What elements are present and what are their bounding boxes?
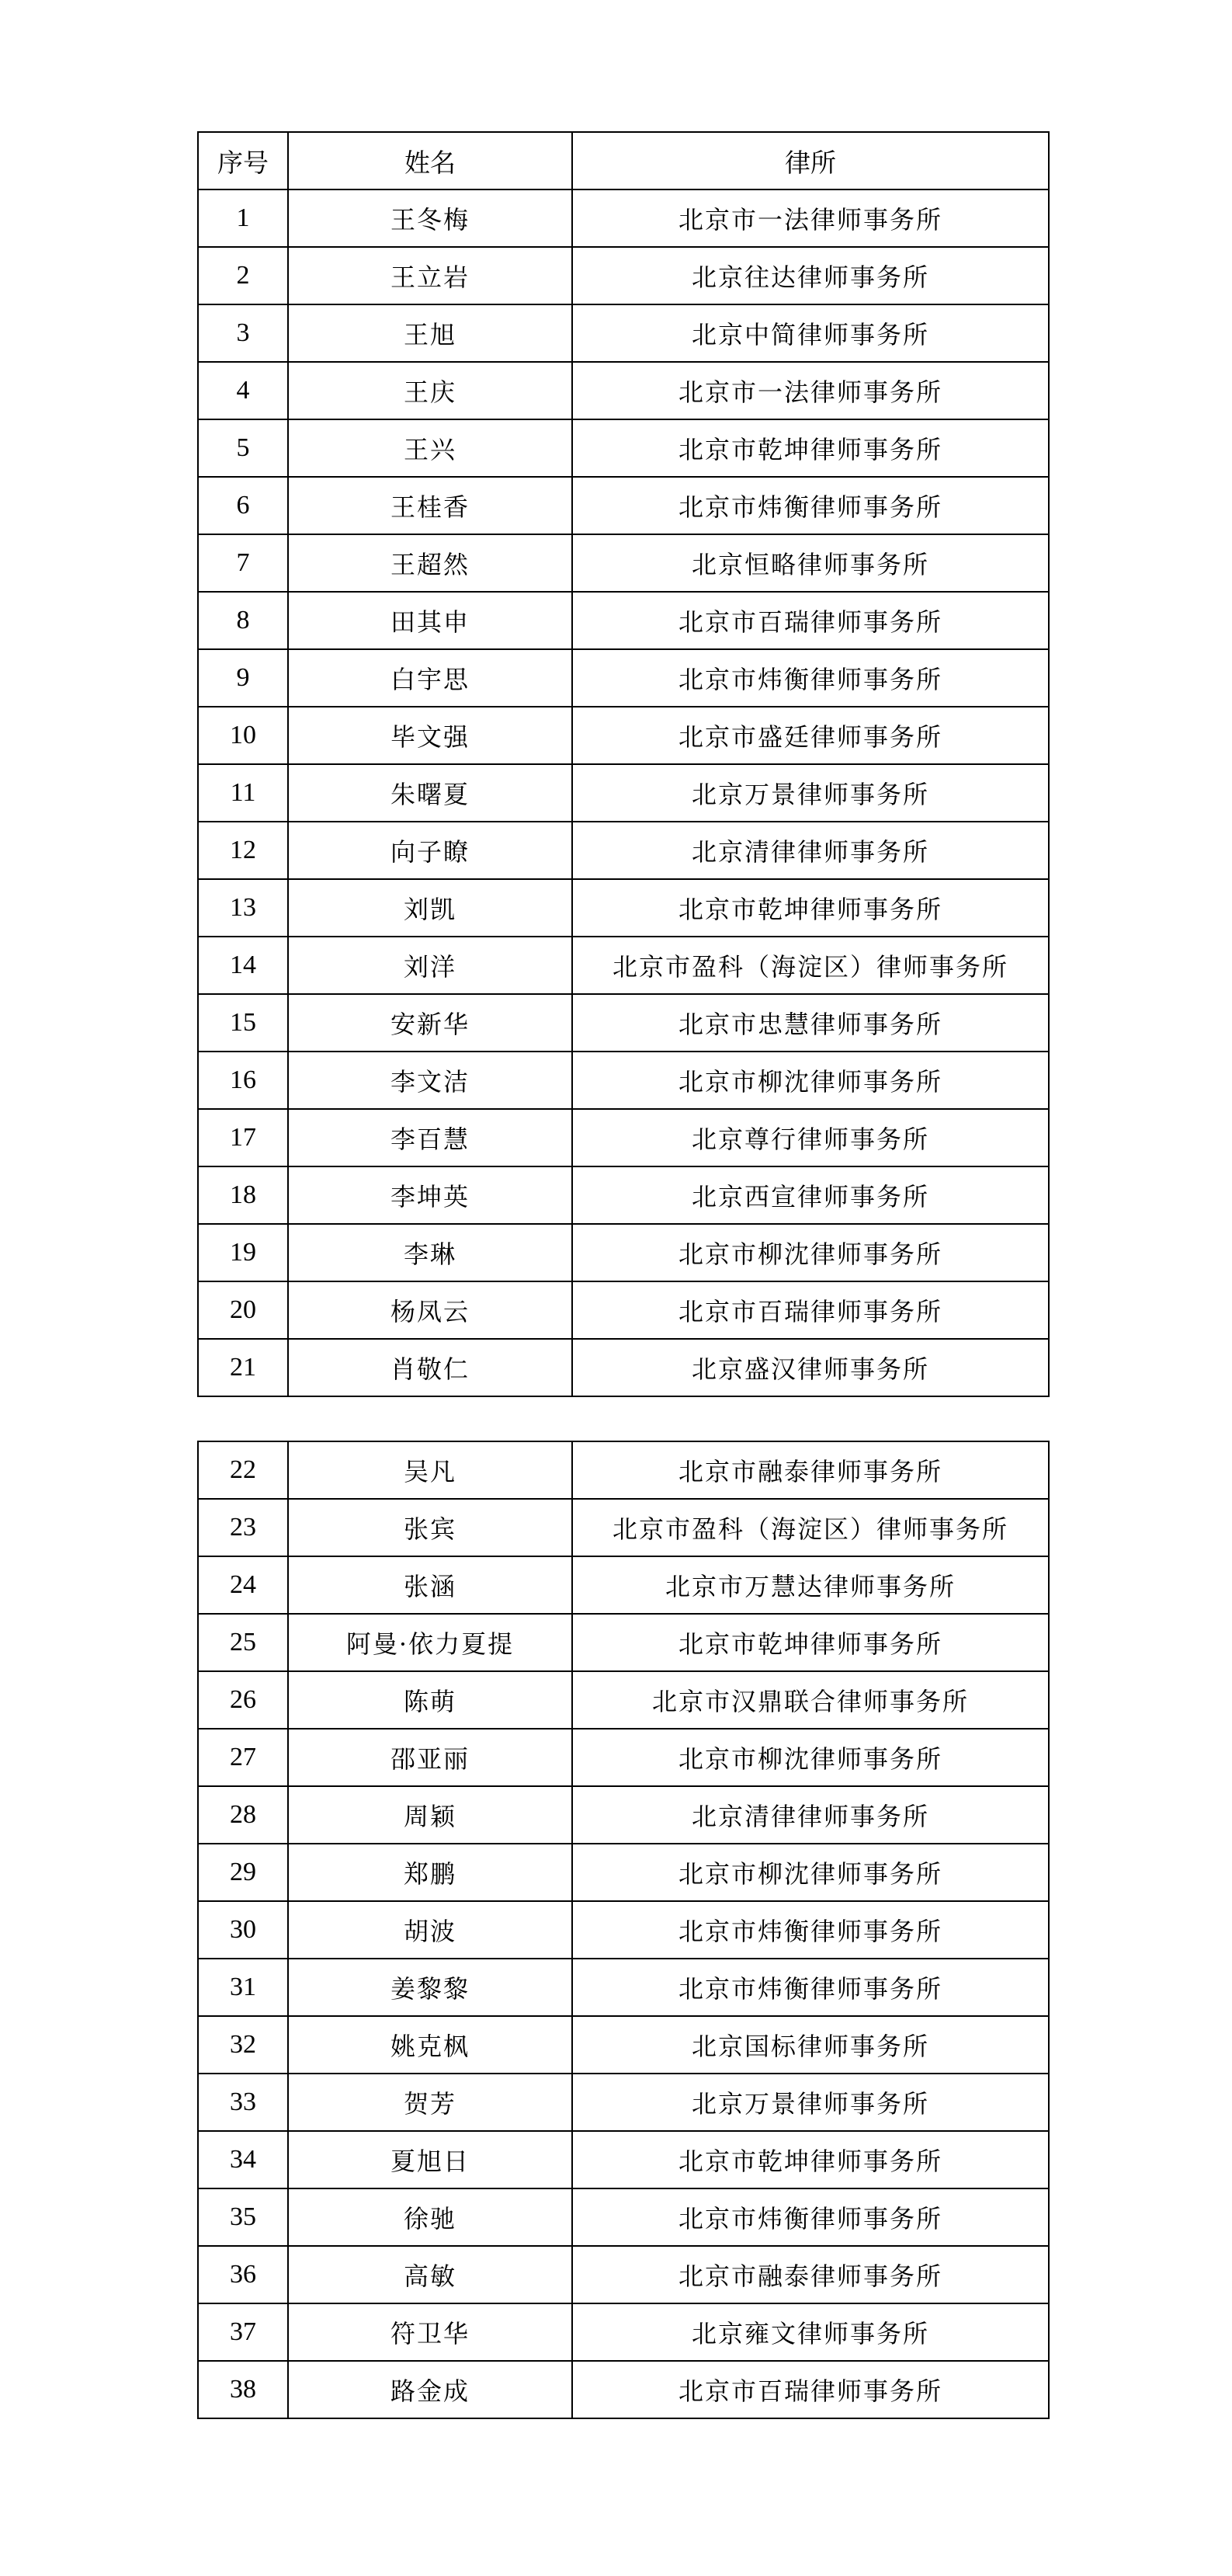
header-firm: 律所: [572, 132, 1049, 189]
row-number: 24: [198, 1556, 288, 1614]
law-firm-name: 北京市炜衡律师事务所: [572, 1901, 1049, 1959]
law-firm-name: 北京市炜衡律师事务所: [572, 477, 1049, 534]
lawyer-name: 毕文强: [288, 707, 572, 764]
table-row: [198, 1441, 1049, 1499]
law-firm-name: 北京市盈科（海淀区）律师事务所: [572, 937, 1049, 994]
law-firm-name: 北京尊行律师事务所: [572, 1109, 1049, 1166]
law-firm-name: 北京盛汉律师事务所: [572, 1339, 1049, 1396]
lawyer-name: 王庆: [288, 362, 572, 419]
law-firm-name: 北京市一法律师事务所: [572, 189, 1049, 247]
row-number: 3: [198, 304, 288, 362]
law-firm-name: 北京中简律师事务所: [572, 304, 1049, 362]
table-row: [198, 304, 1049, 362]
row-number: 35: [198, 2188, 288, 2246]
law-firm-name: 北京市柳沈律师事务所: [572, 1224, 1049, 1281]
row-number: 18: [198, 1166, 288, 1224]
table-row: [198, 937, 1049, 994]
row-number: 17: [198, 1109, 288, 1166]
lawyer-table-part-2: [197, 1441, 1050, 2419]
lawyer-name: 向子瞭: [288, 822, 572, 879]
law-firm-name: 北京国标律师事务所: [572, 2016, 1049, 2074]
law-firm-name: 北京市炜衡律师事务所: [572, 2188, 1049, 2246]
row-number: 4: [198, 362, 288, 419]
row-number: 2: [198, 247, 288, 304]
table-row: [198, 1224, 1049, 1281]
table-row: [198, 1901, 1049, 1959]
lawyer-name: 王旭: [288, 304, 572, 362]
row-number: 16: [198, 1052, 288, 1109]
table-row: [198, 362, 1049, 419]
law-firm-name: 北京市乾坤律师事务所: [572, 419, 1049, 477]
row-number: 38: [198, 2361, 288, 2418]
table-header-row: [198, 132, 1049, 189]
row-number: 7: [198, 534, 288, 592]
table-row: [198, 822, 1049, 879]
row-number: 33: [198, 2074, 288, 2131]
law-firm-name: 北京市盈科（海淀区）律师事务所: [572, 1499, 1049, 1556]
row-number: 22: [198, 1441, 288, 1499]
law-firm-name: 北京雍文律师事务所: [572, 2303, 1049, 2361]
lawyer-name: 高敏: [288, 2246, 572, 2303]
row-number: 15: [198, 994, 288, 1052]
lawyer-name: 陈萌: [288, 1671, 572, 1729]
table-row: [198, 477, 1049, 534]
lawyer-name: 李百慧: [288, 1109, 572, 1166]
row-number: 8: [198, 592, 288, 649]
table-row: [198, 994, 1049, 1052]
table-row: [198, 534, 1049, 592]
table-row: [198, 419, 1049, 477]
table-row: [198, 1109, 1049, 1166]
table-row: [198, 2246, 1049, 2303]
row-number: 19: [198, 1224, 288, 1281]
table-row: [198, 764, 1049, 822]
law-firm-name: 北京市融泰律师事务所: [572, 2246, 1049, 2303]
law-firm-name: 北京市炜衡律师事务所: [572, 1959, 1049, 2016]
row-number: 26: [198, 1671, 288, 1729]
lawyer-name: 肖敬仁: [288, 1339, 572, 1396]
law-firm-name: 北京市百瑞律师事务所: [572, 2361, 1049, 2418]
row-number: 25: [198, 1614, 288, 1671]
lawyer-name: 刘凯: [288, 879, 572, 937]
row-number: 12: [198, 822, 288, 879]
law-firm-name: 北京市柳沈律师事务所: [572, 1844, 1049, 1901]
table-row: [198, 2188, 1049, 2246]
lawyer-name: 路金成: [288, 2361, 572, 2418]
lawyer-name: 阿曼·依力夏提: [288, 1614, 572, 1671]
law-firm-name: 北京往达律师事务所: [572, 247, 1049, 304]
header-no: 序号: [198, 132, 288, 189]
row-number: 30: [198, 1901, 288, 1959]
table-row: [198, 1671, 1049, 1729]
row-number: 29: [198, 1844, 288, 1901]
lawyer-name: 田其申: [288, 592, 572, 649]
row-number: 13: [198, 879, 288, 937]
table-row: [198, 189, 1049, 247]
table-row: [198, 707, 1049, 764]
lawyer-name: 王冬梅: [288, 189, 572, 247]
table-row: [198, 1844, 1049, 1901]
law-firm-name: 北京市乾坤律师事务所: [572, 879, 1049, 937]
lawyer-name: 姜黎黎: [288, 1959, 572, 2016]
table-row: [198, 2131, 1049, 2188]
table-body-1: [198, 189, 1049, 1396]
law-firm-name: 北京市炜衡律师事务所: [572, 649, 1049, 707]
table-row: [198, 879, 1049, 937]
lawyer-name: 邵亚丽: [288, 1729, 572, 1786]
table-row: [198, 2361, 1049, 2418]
law-firm-name: 北京市柳沈律师事务所: [572, 1729, 1049, 1786]
law-firm-name: 北京市盛廷律师事务所: [572, 707, 1049, 764]
table-row: [198, 1052, 1049, 1109]
lawyer-name: 安新华: [288, 994, 572, 1052]
row-number: 32: [198, 2016, 288, 2074]
lawyer-name: 李文洁: [288, 1052, 572, 1109]
lawyer-name: 王立岩: [288, 247, 572, 304]
lawyer-name: 李琳: [288, 1224, 572, 1281]
row-number: 36: [198, 2246, 288, 2303]
lawyer-name: 李坤英: [288, 1166, 572, 1224]
lawyer-name: 贺芳: [288, 2074, 572, 2131]
law-firm-name: 北京市乾坤律师事务所: [572, 2131, 1049, 2188]
table-row: [198, 1166, 1049, 1224]
table-row: [198, 1614, 1049, 1671]
row-number: 11: [198, 764, 288, 822]
lawyer-name: 白宇思: [288, 649, 572, 707]
table-row: [198, 1786, 1049, 1844]
law-firm-name: 北京清律律师事务所: [572, 822, 1049, 879]
lawyer-name: 刘洋: [288, 937, 572, 994]
law-firm-name: 北京万景律师事务所: [572, 764, 1049, 822]
header-name: 姓名: [288, 132, 572, 189]
row-number: 20: [198, 1281, 288, 1339]
table-row: [198, 1729, 1049, 1786]
law-firm-name: 北京市一法律师事务所: [572, 362, 1049, 419]
law-firm-name: 北京市万慧达律师事务所: [572, 1556, 1049, 1614]
law-firm-name: 北京清律律师事务所: [572, 1786, 1049, 1844]
table-row: [198, 649, 1049, 707]
law-firm-name: 北京市百瑞律师事务所: [572, 592, 1049, 649]
row-number: 5: [198, 419, 288, 477]
lawyer-name: 张宾: [288, 1499, 572, 1556]
lawyer-name: 胡波: [288, 1901, 572, 1959]
law-firm-name: 北京市融泰律师事务所: [572, 1441, 1049, 1499]
lawyer-name: 周颖: [288, 1786, 572, 1844]
table-row: [198, 1281, 1049, 1339]
table-row: [198, 2303, 1049, 2361]
lawyer-name: 吴凡: [288, 1441, 572, 1499]
row-number: 23: [198, 1499, 288, 1556]
lawyer-table-part-1: [197, 131, 1050, 1397]
lawyer-name: 张涵: [288, 1556, 572, 1614]
row-number: 9: [198, 649, 288, 707]
row-number: 21: [198, 1339, 288, 1396]
lawyer-name: 夏旭日: [288, 2131, 572, 2188]
table-body-2: [198, 1441, 1049, 2418]
lawyer-name: 郑鹏: [288, 1844, 572, 1901]
law-firm-name: 北京恒略律师事务所: [572, 534, 1049, 592]
law-firm-name: 北京市柳沈律师事务所: [572, 1052, 1049, 1109]
law-firm-name: 北京市百瑞律师事务所: [572, 1281, 1049, 1339]
table-row: [198, 1499, 1049, 1556]
table-row: [198, 1959, 1049, 2016]
row-number: 1: [198, 189, 288, 247]
lawyer-name: 王桂香: [288, 477, 572, 534]
law-firm-name: 北京市忠慧律师事务所: [572, 994, 1049, 1052]
table-row: [198, 247, 1049, 304]
lawyer-name: 朱曙夏: [288, 764, 572, 822]
lawyer-name: 姚克枫: [288, 2016, 572, 2074]
row-number: 10: [198, 707, 288, 764]
lawyer-name: 王兴: [288, 419, 572, 477]
table-row: [198, 1339, 1049, 1396]
row-number: 37: [198, 2303, 288, 2361]
law-firm-name: 北京西宣律师事务所: [572, 1166, 1049, 1224]
row-number: 6: [198, 477, 288, 534]
lawyer-name: 王超然: [288, 534, 572, 592]
law-firm-name: 北京市乾坤律师事务所: [572, 1614, 1049, 1671]
row-number: 34: [198, 2131, 288, 2188]
row-number: 14: [198, 937, 288, 994]
lawyer-name: 符卫华: [288, 2303, 572, 2361]
table-row: [198, 1556, 1049, 1614]
table-row: [198, 2074, 1049, 2131]
lawyer-name: 杨凤云: [288, 1281, 572, 1339]
law-firm-name: 北京万景律师事务所: [572, 2074, 1049, 2131]
lawyer-name: 徐驰: [288, 2188, 572, 2246]
row-number: 27: [198, 1729, 288, 1786]
table-row: [198, 2016, 1049, 2074]
row-number: 31: [198, 1959, 288, 2016]
row-number: 28: [198, 1786, 288, 1844]
table-row: [198, 592, 1049, 649]
law-firm-name: 北京市汉鼎联合律师事务所: [572, 1671, 1049, 1729]
